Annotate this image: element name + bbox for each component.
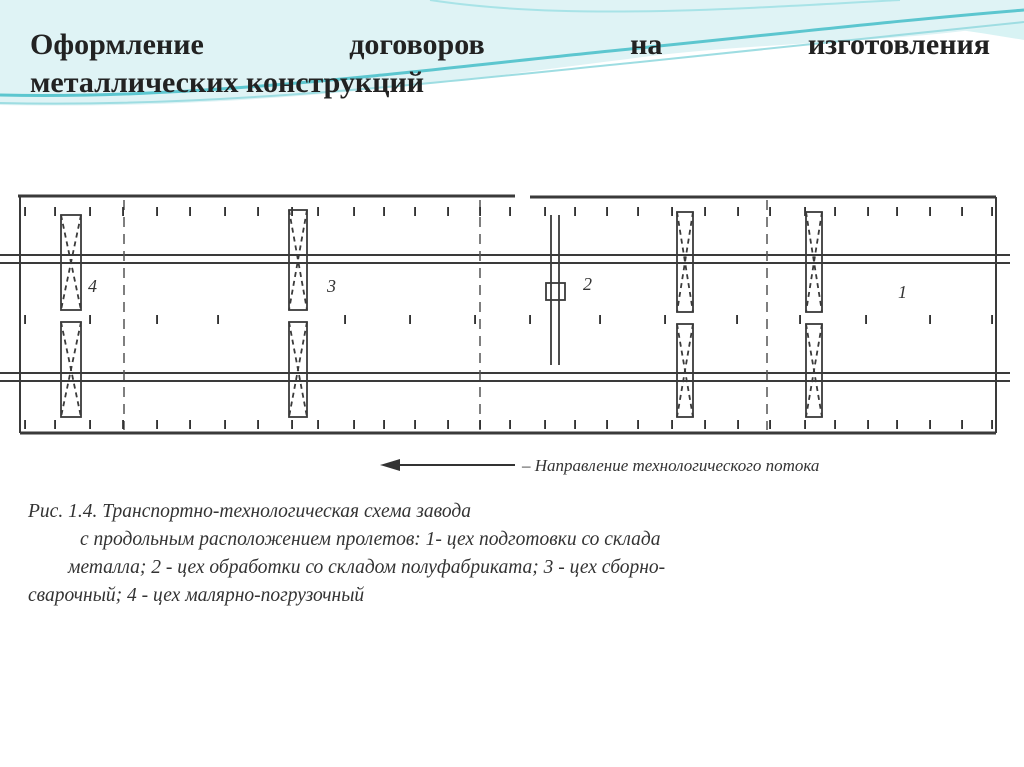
column-marker-bottom: I [866,417,870,432]
shop-label-4: 4 [88,276,97,296]
column-marker-bottom: I [703,417,707,432]
column-marker-bottom: I [352,417,356,432]
column-marker-top: I [703,204,707,219]
column-marker-middle: I [23,312,27,327]
column-marker-bottom: I [990,417,994,432]
column-marker-bottom: I [670,417,674,432]
column-marker-top: I [155,204,159,219]
transfer-cart-1b [806,212,822,417]
column-marker-middle: I [473,312,477,327]
column-marker-bottom: I [636,417,640,432]
transfer-cart-3 [289,210,307,417]
column-marker-bottom: I [88,417,92,432]
column-marker-top: I [53,204,57,219]
shop-label-3: 3 [327,276,336,296]
column-marker-bottom: I [768,417,772,432]
column-marker-top: I [256,204,260,219]
column-marker-top: I [928,204,932,219]
building-outline [18,196,996,433]
column-marker-top: I [803,204,807,219]
column-marker-top: I [188,204,192,219]
column-marker-top: I [960,204,964,219]
bay-division-lines [124,200,767,430]
column-marker-middle: I [864,312,868,327]
column-marker-top: I [736,204,740,219]
column-marker-bottom: I [928,417,932,432]
column-marker-middle: I [598,312,602,327]
column-marker-bottom: I [736,417,740,432]
transfer-cart-2 [546,215,565,365]
column-marker-bottom: I [833,417,837,432]
slide-title [30,26,990,102]
column-marker-middle: I [155,312,159,327]
slide-title-line-1: Оформление договоров на изготовления [30,28,990,61]
caption-line-2: с продольным расположением пролетов: 1- цех подготовки со склада [80,529,661,550]
column-marker-middle: I [928,312,932,327]
shop-label-2: 2 [583,274,592,294]
column-marker-bottom: I [573,417,577,432]
column-marker-top: I [670,204,674,219]
column-marker-middle: I [343,312,347,327]
column-marker-bottom: I [382,417,386,432]
column-marker-top: I [573,204,577,219]
column-marker-top: I [605,204,609,219]
column-marker-top: I [121,204,125,219]
column-marker-top: I [866,204,870,219]
caption-line-4: сварочный; 4 - цех малярно-погрузочный [28,585,365,606]
factory-layout-diagram [0,178,1024,488]
column-marker-bottom: I [508,417,512,432]
column-marker-middle: I [735,312,739,327]
transfer-cart-4 [61,215,81,417]
column-marker-top: I [543,204,547,219]
column-marker-top: I [352,204,356,219]
column-marker-top: I [316,204,320,219]
column-marker-bottom: I [316,417,320,432]
shop-label-1: 1 [898,282,907,302]
column-marker-bottom: I [188,417,192,432]
column-marker-bottom: I [605,417,609,432]
column-markers [23,204,994,432]
slide-title-line-2: металлических конструкций [30,66,425,99]
column-marker-top: I [768,204,772,219]
caption-line-1: Рис. 1.4. Транспортно-технологическая схема завода [28,501,471,522]
column-marker-bottom: I [223,417,227,432]
transfer-carts [61,210,822,417]
column-marker-top: I [508,204,512,219]
crane-rail-lines [0,255,1010,381]
column-marker-middle: I [663,312,667,327]
flow-direction-arrow [380,459,515,471]
figure-caption [28,498,988,610]
column-marker-middle: I [88,312,92,327]
column-marker-middle: I [216,312,220,327]
column-marker-bottom: I [23,417,27,432]
column-marker-bottom: I [290,417,294,432]
column-marker-bottom: I [895,417,899,432]
column-marker-bottom: I [155,417,159,432]
column-marker-top: I [290,204,294,219]
column-marker-middle: I [990,312,994,327]
column-marker-top: I [478,204,482,219]
column-marker-bottom: I [256,417,260,432]
caption-line-3: металла; 2 - цех обработки со складом полуфабриката; 3 - цех сборно- [68,557,666,578]
column-marker-bottom: I [960,417,964,432]
column-marker-top: I [833,204,837,219]
column-marker-top: I [446,204,450,219]
column-marker-top: I [990,204,994,219]
column-marker-bottom: I [121,417,125,432]
column-marker-bottom: I [413,417,417,432]
flow-direction-label: – Направление технологического потока [522,456,820,475]
column-marker-middle: I [528,312,532,327]
column-marker-top: I [23,204,27,219]
column-marker-top: I [636,204,640,219]
column-marker-top: I [895,204,899,219]
column-marker-bottom: I [478,417,482,432]
column-marker-top: I [88,204,92,219]
column-marker-bottom: I [543,417,547,432]
column-marker-middle: I [798,312,802,327]
column-marker-top: I [223,204,227,219]
column-marker-top: I [382,204,386,219]
column-marker-top: I [413,204,417,219]
column-marker-bottom: I [53,417,57,432]
column-marker-bottom: I [446,417,450,432]
column-marker-bottom: I [803,417,807,432]
column-marker-middle: I [408,312,412,327]
transfer-cart-1a [677,212,693,417]
